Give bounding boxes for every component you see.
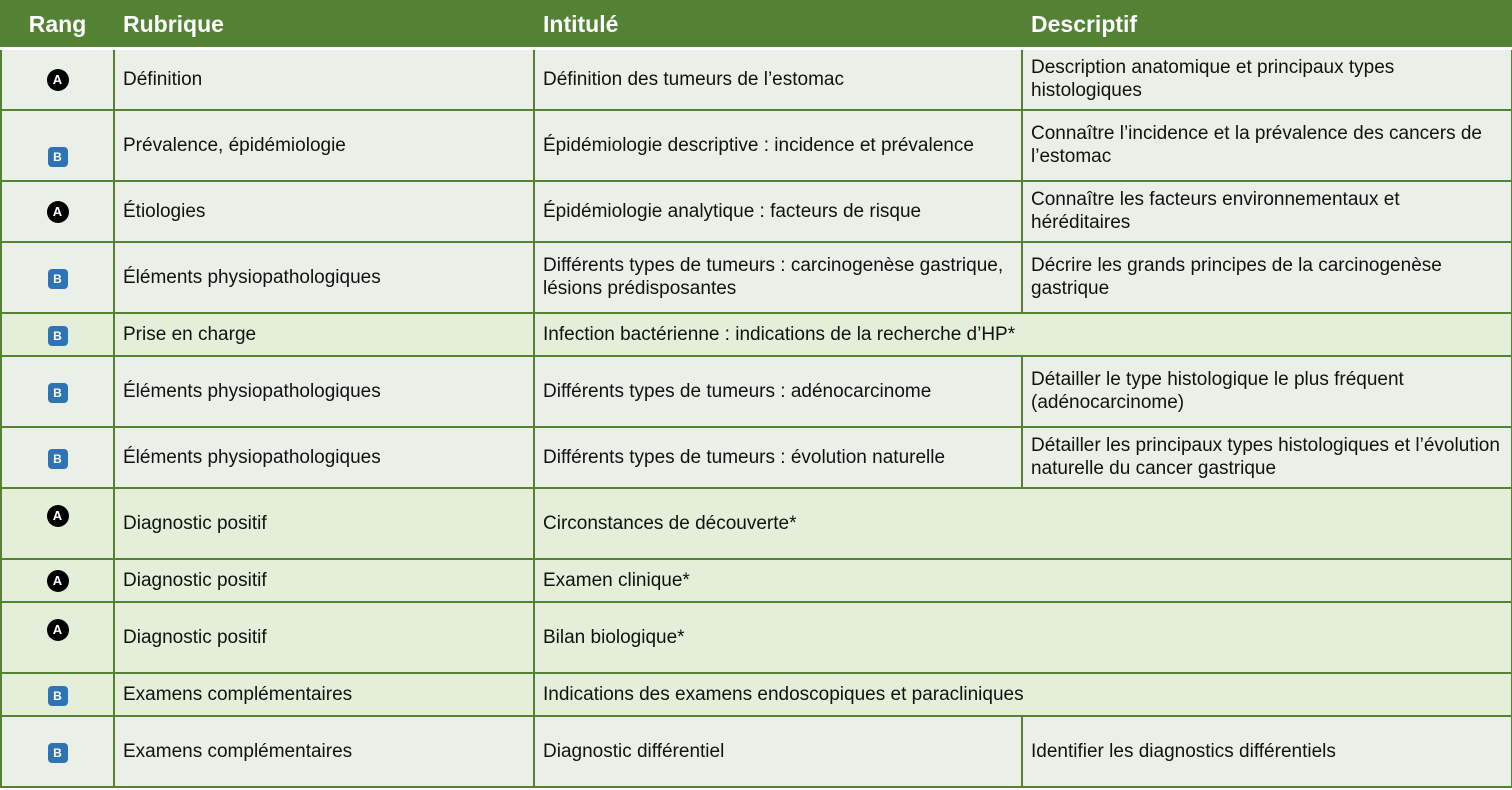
- rang-cell: [1, 181, 114, 242]
- intitule-cell: Diagnostic différentiel: [534, 716, 1022, 787]
- rubrique-cell: Diagnostic positif: [114, 602, 534, 673]
- rubrique-cell: Examens complémentaires: [114, 673, 534, 716]
- rang-b-badge-icon: B: [48, 383, 68, 403]
- table-row: [1, 181, 1512, 242]
- rubrique-cell: Étiologies: [114, 181, 534, 242]
- rang-cell: [1, 242, 114, 313]
- rang-b-badge-icon: B: [48, 743, 68, 763]
- table-row: [1, 242, 1512, 313]
- table-row: [1, 488, 1512, 559]
- descriptif-cell: Identifier les diagnostics différentiels: [1022, 716, 1512, 787]
- descriptif-cell: Connaître l’incidence et la prévalence des cancers de l’estomac: [1022, 110, 1512, 181]
- rubrique-cell: Prévalence, épidémiologie: [114, 110, 534, 181]
- intitule-cell: Bilan biologique*: [534, 602, 1512, 673]
- table-row: [1, 559, 1512, 602]
- rubrique-cell: Éléments physiopathologiques: [114, 356, 534, 427]
- intitule-cell: Circonstances de découverte*: [534, 488, 1512, 559]
- rubrique-cell: Diagnostic positif: [114, 559, 534, 602]
- rang-b-badge-icon: B: [48, 686, 68, 706]
- descriptif-cell: Détailler le type histologique le plus fréquent (adénocarcinome): [1022, 356, 1512, 427]
- table-row: [1, 49, 1512, 110]
- rang-cell: [1, 488, 114, 559]
- intitule-cell: Épidémiologie analytique : facteurs de risque: [534, 181, 1022, 242]
- rang-cell: [1, 602, 114, 673]
- header-intitule: Intitulé: [534, 1, 1022, 49]
- intitule-cell: Différents types de tumeurs : carcinogenèse gastrique, lésions prédisposantes: [534, 242, 1022, 313]
- descriptif-cell: Description anatomique et principaux types histologiques: [1022, 49, 1512, 110]
- intitule-cell: Différents types de tumeurs : évolution naturelle: [534, 427, 1022, 488]
- rang-a-badge-icon: A: [47, 69, 69, 91]
- intitule-cell: Infection bactérienne : indications de la recherche d’HP*: [534, 313, 1512, 356]
- rubrique-cell: Définition: [114, 49, 534, 110]
- rang-cell: [1, 673, 114, 716]
- rang-a-badge-icon: A: [47, 201, 69, 223]
- rang-cell: [1, 49, 114, 110]
- descriptif-cell: Connaître les facteurs environnementaux et héréditaires: [1022, 181, 1512, 242]
- rang-cell: [1, 313, 114, 356]
- table-row: [1, 356, 1512, 427]
- rang-a-badge-icon: A: [47, 619, 69, 641]
- rubrique-cell: Diagnostic positif: [114, 488, 534, 559]
- table-row: [1, 602, 1512, 673]
- rang-b-badge-icon: B: [48, 147, 68, 167]
- rubrique-cell: Prise en charge: [114, 313, 534, 356]
- rang-cell: [1, 559, 114, 602]
- rubrique-cell: Examens complémentaires: [114, 716, 534, 787]
- rubrique-cell: Éléments physiopathologiques: [114, 242, 534, 313]
- rubrique-cell: Éléments physiopathologiques: [114, 427, 534, 488]
- rang-a-badge-icon: A: [47, 505, 69, 527]
- table-row: [1, 313, 1512, 356]
- intitule-cell: Indications des examens endoscopiques et paracliniques: [534, 673, 1512, 716]
- rang-cell: [1, 356, 114, 427]
- rang-b-badge-icon: B: [48, 449, 68, 469]
- header-rubrique: Rubrique: [114, 1, 534, 49]
- rang-cell: [1, 716, 114, 787]
- rang-b-badge-icon: B: [48, 326, 68, 346]
- intitule-cell: Épidémiologie descriptive : incidence et prévalence: [534, 110, 1022, 181]
- table-row: [1, 673, 1512, 716]
- header-descriptif: Descriptif: [1022, 1, 1512, 49]
- descriptif-cell: Décrire les grands principes de la carcinogenèse gastrique: [1022, 242, 1512, 313]
- rang-cell: [1, 110, 114, 181]
- rang-cell: [1, 427, 114, 488]
- header-row: [1, 1, 1512, 49]
- descriptif-cell: Détailler les principaux types histologiques et l’évolution naturelle du cancer gastrique: [1022, 427, 1512, 488]
- intitule-cell: Différents types de tumeurs : adénocarcinome: [534, 356, 1022, 427]
- rang-b-badge-icon: B: [48, 269, 68, 289]
- table-row: [1, 716, 1512, 787]
- intitule-cell: Définition des tumeurs de l’estomac: [534, 49, 1022, 110]
- table-row: [1, 110, 1512, 181]
- table-row: [1, 427, 1512, 488]
- intitule-cell: Examen clinique*: [534, 559, 1512, 602]
- header-rang: Rang: [1, 1, 114, 49]
- rang-a-badge-icon: A: [47, 570, 69, 592]
